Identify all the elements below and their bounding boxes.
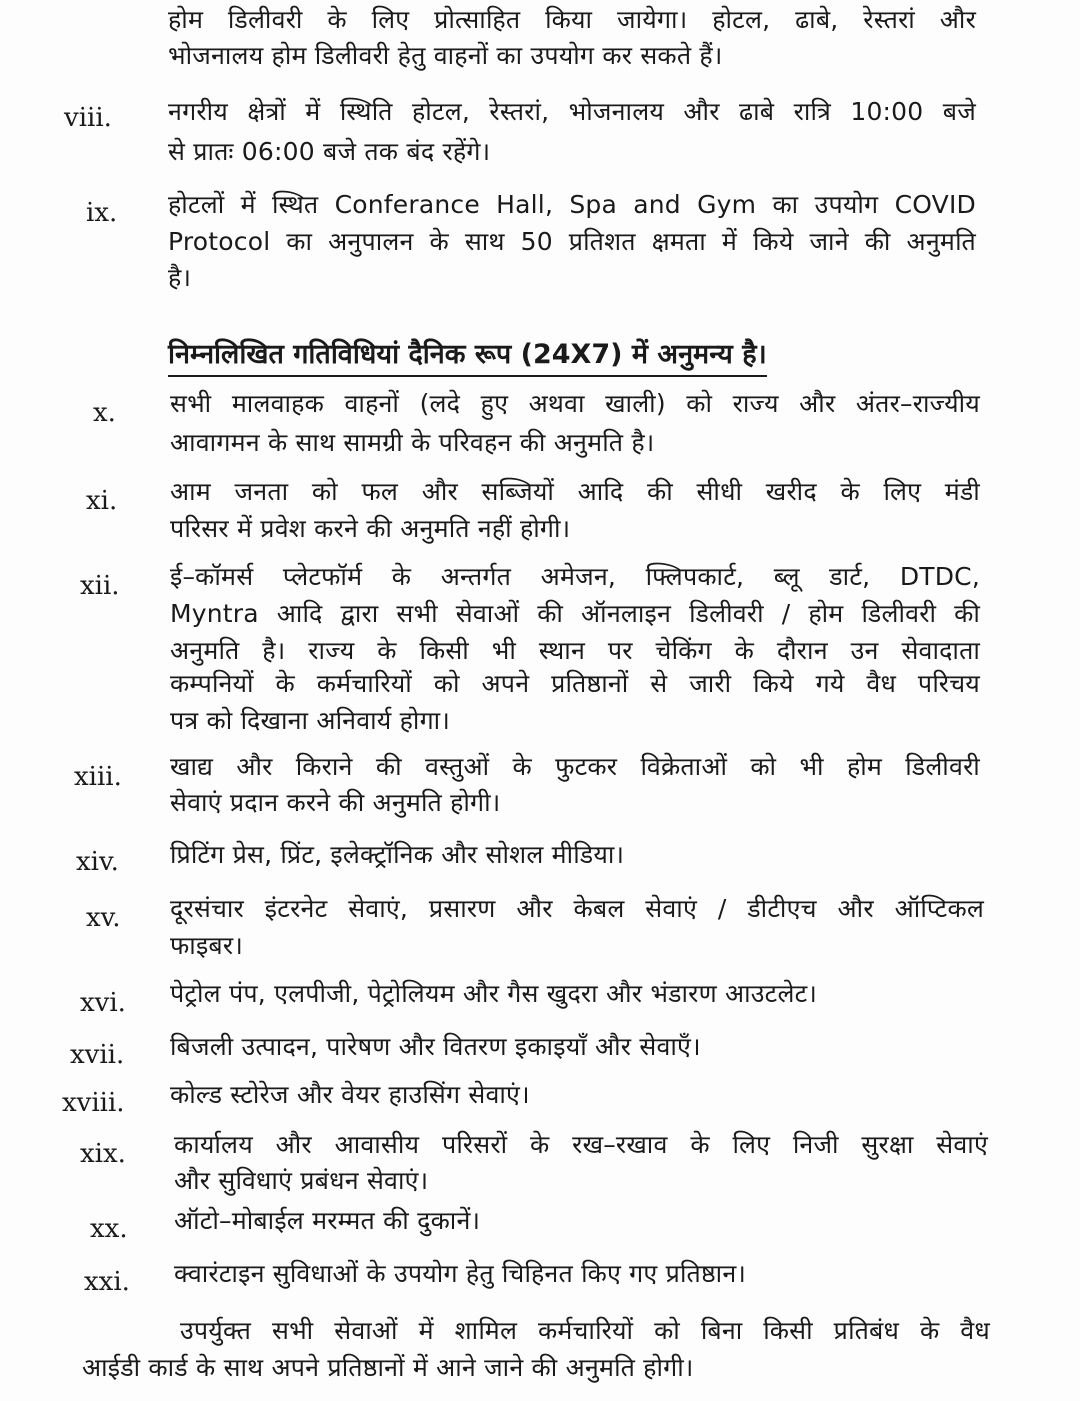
item-line: होटलों में स्थित Conferance Hall, Spa and Gym का उपयोग COVID [168, 190, 976, 219]
item-line: सेवाएं प्रदान करने की अनुमति होगी। [170, 788, 501, 817]
item-line: और सुविधाएं प्रबंधन सेवाएं। [174, 1166, 429, 1195]
item-line: है। [168, 263, 192, 292]
item-line: Protocol का अनुपालन के साथ 50 प्रतिशत क्षमता में किये जाने की अनुमति [168, 227, 976, 256]
item-numeral: xii. [80, 571, 120, 601]
item-numeral: xvi. [80, 988, 126, 1018]
item-line: Myntra आदि द्वारा सभी सेवाओं की ऑनलाइन डिलीवरी / होम डिलीवरी की [170, 599, 980, 628]
item-line: आवागमन के साथ सामग्री के परिवहन की अनुमति है। [170, 428, 655, 457]
item-numeral: xvii. [70, 1040, 125, 1070]
item-numeral: xxi. [84, 1267, 130, 1297]
item-numeral: x. [93, 398, 116, 428]
item-numeral: xiii. [74, 762, 122, 792]
item-numeral: viii. [64, 103, 112, 133]
item-line: फाइबर। [170, 931, 244, 960]
item-numeral: xix. [80, 1139, 126, 1169]
item-line: पत्र को दिखाना अनिवार्य होगा। [170, 706, 450, 735]
item-line: क्वारंटाइन सुविधाओं के उपयोग हेतु चिहिनत किए गए प्रतिष्ठान। [174, 1259, 747, 1288]
item-numeral: ix. [86, 198, 118, 228]
item-line: बिजली उत्पादन, पारेषण और वितरण इकाइयाँ और सेवाएँ। [170, 1032, 701, 1061]
item-line: प्रिटिंग प्रेस, प्रिंट, इलेक्ट्रॉनिक और सोशल मीडिया। [170, 840, 625, 869]
item-line: आम जनता को फल और सब्जियों आदि की सीधी खरीद के लिए मंडी [170, 477, 980, 506]
closing-line-1: उपर्युक्त सभी सेवाओं में शामिल कर्मचारियों को बिना किसी प्रतिबंध के वैध [180, 1316, 990, 1345]
item-line: सभी मालवाहक वाहनों (लदे हुए अथवा खाली) को राज्य और अंतर–राज्यीय [170, 389, 980, 418]
section-heading: निम्नलिखित गतिविधियां दैनिक रूप (24X7) में अनुमन्य है। [168, 336, 767, 377]
intro-line-2: भोजनालय होम डिलीवरी हेतु वाहनों का उपयोग कर सकते हैं। [168, 41, 723, 70]
item-line: पेट्रोल पंप, एलपीजी, पेट्रोलियम और गैस खुदरा और भंडारण आउटलेट। [170, 979, 818, 1008]
item-line: अनुमति है। राज्य के किसी भी स्थान पर चेकिंग के दौरान उन सेवादाता [170, 636, 980, 665]
item-line: से प्रातः 06:00 बजे तक बंद रहेंगे। [168, 137, 491, 166]
item-numeral: xv. [86, 903, 121, 933]
item-line: कार्यालय और आवासीय परिसरों के रख–रखाव के लिए निजी सुरक्षा सेवाएं [174, 1130, 988, 1159]
item-line: परिसर में प्रवेश करने की अनुमति नहीं होगी। [170, 514, 571, 543]
item-line: ई–कॉमर्स प्लेटफॉर्म के अन्तर्गत अमेजन, फ्लिपकार्ट, ब्लू डार्ट, DTDC, [170, 562, 980, 591]
item-numeral: xi. [86, 486, 118, 516]
item-line: कम्पनियों के कर्मचारियों को अपने प्रतिष्ठानों से जारी किये गये वैध परिचय [170, 669, 980, 698]
intro-line-1: होम डिलीवरी के लिए प्रोत्साहित किया जायेगा। होटल, ढाबे, रेस्तरां और [168, 5, 976, 34]
item-numeral: xx. [90, 1214, 128, 1244]
item-numeral: xviii. [62, 1088, 125, 1118]
item-line: ऑटो–मोबाईल मरम्मत की दुकानें। [174, 1206, 481, 1235]
item-line: कोल्ड स्टोरेज और वेयर हाउसिंग सेवाएं। [170, 1080, 530, 1109]
item-line: खाद्य और किराने की वस्तुओं के फुटकर विक्रेताओं को भी होम डिलीवरी [170, 752, 980, 781]
closing-line-2: आईडी कार्ड के साथ अपने प्रतिष्ठानों में आने जाने की अनुमति होगी। [82, 1353, 694, 1382]
item-line: नगरीय क्षेत्रों में स्थिति होटल, रेस्तरां, भोजनालय और ढाबे रात्रि 10:00 बजे [168, 97, 976, 126]
item-line: दूरसंचार इंटरनेट सेवाएं, प्रसारण और केबल सेवाएं / डीटीएच और ऑप्टिकल [170, 894, 984, 923]
item-numeral: xiv. [76, 847, 119, 877]
